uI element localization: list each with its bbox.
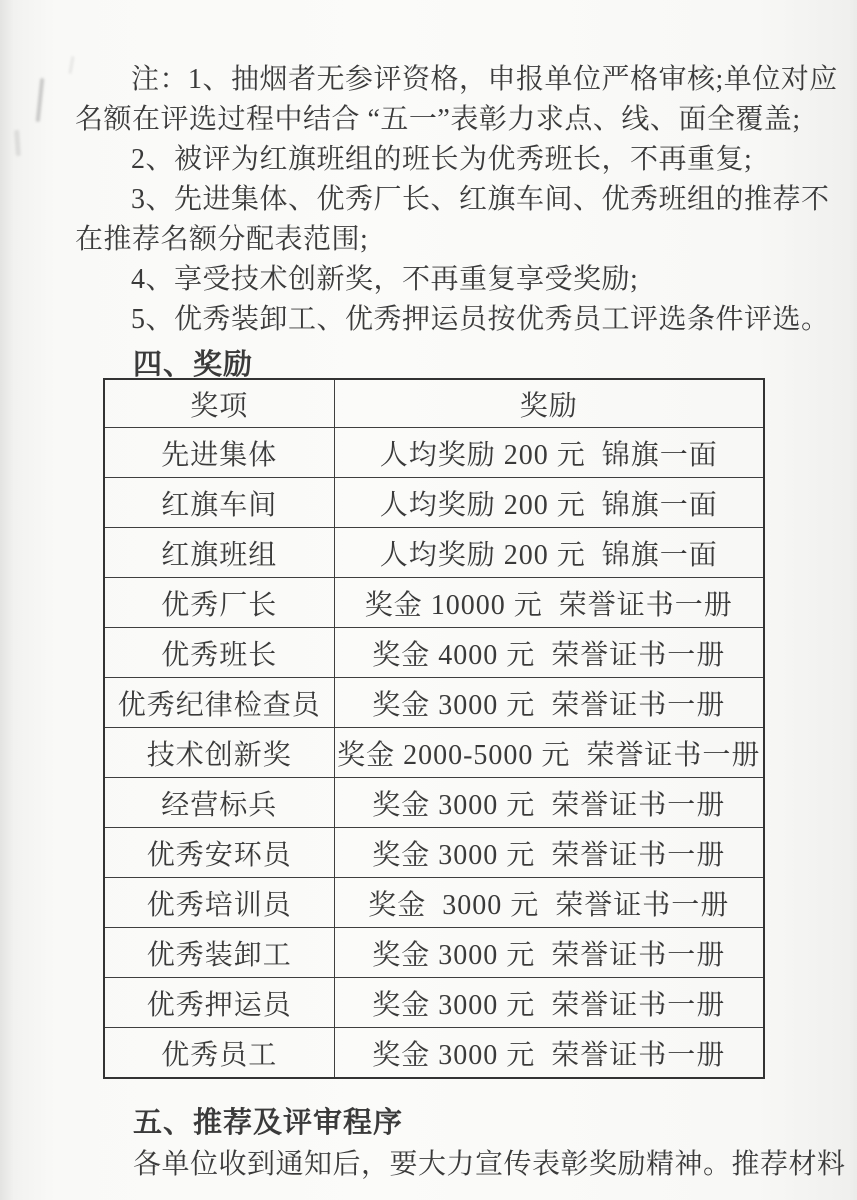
table-row [104,678,764,728]
scan-smudge [68,56,74,74]
reward-cell: 奖金 10000 元 荣誉证书一册 [334,578,764,628]
table-row [104,828,764,878]
award-cell: 优秀安环员 [104,828,334,878]
reward-cell: 人均奖励 200 元 锦旗一面 [334,528,764,578]
award-cell: 优秀员工 [104,1028,334,1079]
reward-cell: 奖金 2000-5000 元 荣誉证书一册 [334,728,764,778]
award-cell: 优秀装卸工 [104,928,334,978]
reward-cell: 奖金 4000 元 荣誉证书一册 [334,628,764,678]
note-line: 3、先进集体、优秀厂长、红旗车间、优秀班组的推荐不 [131,184,830,215]
reward-cell: 奖金 3000 元 荣誉证书一册 [334,928,764,978]
section-heading-procedure: 五、推荐及评审程序 [133,1107,404,1139]
table-row [104,978,764,1028]
table-row [104,1028,764,1079]
table-row [104,528,764,578]
award-cell: 先进集体 [104,428,334,478]
award-cell: 优秀班长 [104,628,334,678]
table-row [104,428,764,478]
reward-cell: 奖金 3000 元 荣誉证书一册 [334,878,764,928]
award-cell: 经营标兵 [104,778,334,828]
section-heading-rewards: 四、奖励 [133,349,254,381]
table-row [104,878,764,928]
award-cell: 技术创新奖 [104,728,334,778]
reward-cell: 奖金 3000 元 荣誉证书一册 [334,778,764,828]
reward-cell: 奖金 3000 元 荣誉证书一册 [334,678,764,728]
reward-cell: 奖金 3000 元 荣誉证书一册 [334,1028,764,1079]
reward-cell: 人均奖励 200 元 锦旗一面 [334,428,764,478]
note-line: 名额在评选过程中结合 “五一”表彰力求点、线、面全覆盖; [75,104,801,135]
note-line: 4、享受技术创新奖，不再重复享受奖励; [131,264,639,295]
table-row [104,728,764,778]
note-line: 5、优秀装卸工、优秀押运员按优秀员工评选条件评选。 [131,304,830,335]
column-header-reward: 奖励 [334,379,764,428]
award-cell: 红旗班组 [104,528,334,578]
reward-cell: 奖金 3000 元 荣誉证书一册 [334,828,764,878]
reward-cell: 奖金 3000 元 荣誉证书一册 [334,978,764,1028]
table-row [104,928,764,978]
award-cell: 红旗车间 [104,478,334,528]
award-cell: 优秀厂长 [104,578,334,628]
table-row [104,578,764,628]
note-line: 在推荐名额分配表范围; [75,224,369,255]
rewards-table-container [103,378,763,1079]
award-cell: 优秀押运员 [104,978,334,1028]
table-row [104,778,764,828]
notes-section [75,60,838,340]
table-row [104,478,764,528]
table-header-row [104,379,764,428]
note-line: 2、被评为红旗班组的班长为优秀班长，不再重复; [131,144,753,175]
award-cell: 优秀纪律检查员 [104,678,334,728]
rewards-table [103,378,765,1079]
note-line: 注：1、抽烟者无参评资格，申报单位严格审核;单位对应 [131,64,838,95]
table-row [104,628,764,678]
scan-smudge [14,130,21,156]
reward-cell: 人均奖励 200 元 锦旗一面 [334,478,764,528]
award-cell: 优秀培训员 [104,878,334,928]
procedure-paragraph: 各单位收到通知后，要大力宣传表彰奖励精神。推荐材料 [133,1149,846,1180]
column-header-award: 奖项 [104,379,334,428]
scan-smudge [36,78,45,122]
